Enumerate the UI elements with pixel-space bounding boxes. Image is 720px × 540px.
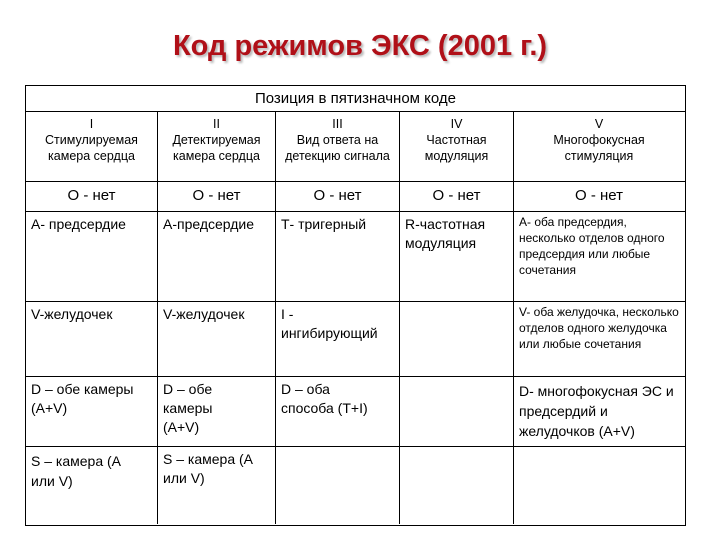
column-header-1-text: Стимулируемая камера сердца [45, 133, 138, 163]
cell-d-1: D – обе камеры (A+V) [31, 381, 134, 416]
cell-none-1: О - нет [67, 187, 116, 204]
cell-s-2: S – камера (A или V) [157, 447, 275, 524]
table-row-s [26, 446, 685, 524]
cell-s-3 [275, 447, 399, 524]
cell-a-2: А-предсердие [157, 212, 275, 301]
table-row-none [26, 181, 685, 211]
column-header-4-roman: IV [450, 117, 463, 131]
cell-a-4: R-частотная модуляция [399, 212, 513, 301]
cell-v-5: V- оба желудочка, несколько отделов одного желудочка или любые сочетания [513, 302, 684, 376]
column-header-2-roman: II [213, 117, 220, 131]
cell-none-2: О - нет [157, 182, 275, 211]
page-title: Код режимов ЭКС (2001 г.) [172, 30, 548, 62]
cell-s-5 [513, 447, 684, 524]
column-header-3 [275, 112, 399, 181]
column-header-5 [513, 112, 684, 181]
cell-v-3: I - ингибирующий [275, 302, 399, 376]
cell-d-2: D – обе камеры (A+V) [157, 377, 275, 446]
column-header-5-roman: V [594, 117, 604, 131]
column-header-4-text: Частотная модуляция [424, 133, 489, 163]
column-header-5-text: Многофокусная стимуляция [553, 133, 645, 163]
column-header-1 [26, 112, 157, 181]
column-header-4 [399, 112, 513, 181]
column-header-3-text: Вид ответа на детекцию сигнала [285, 133, 390, 163]
cell-none-5: О - нет [513, 182, 684, 211]
column-header-3-roman: III [332, 117, 343, 131]
cell-none-4: О - нет [399, 182, 513, 211]
table-row-a [26, 211, 685, 301]
cell-a-1: А- предсердие [31, 216, 126, 232]
column-header-2-text: Детектируемая камера сердца [172, 133, 261, 163]
table-header-row [26, 111, 685, 181]
table-row-d [26, 376, 685, 446]
cell-d-3: D – оба способа (T+I) [275, 377, 399, 446]
cell-a-5: А- оба предсердия, несколько отделов одного предсердия или любые сочетания [513, 212, 684, 301]
cell-none-3: О - нет [275, 182, 399, 211]
cell-s-1: S – камера (A или V) [31, 453, 121, 489]
cell-d-4 [399, 377, 513, 446]
pacemaker-code-table [25, 85, 686, 526]
table-banner-row [26, 86, 685, 111]
cell-a-3: Т- тригерный [275, 212, 399, 301]
cell-v-2: V-желудочек [157, 302, 275, 376]
cell-s-4 [399, 447, 513, 524]
column-header-1-roman: I [89, 117, 94, 131]
cell-v-4 [399, 302, 513, 376]
table-banner: Позиция в пятизначном коде [254, 90, 457, 107]
table-row-v [26, 301, 685, 376]
cell-v-1: V-желудочек [31, 306, 113, 322]
cell-d-5: D- многофокусная ЭС и предсердий и желудочков (A+V) [513, 377, 684, 446]
column-header-2 [157, 112, 275, 181]
